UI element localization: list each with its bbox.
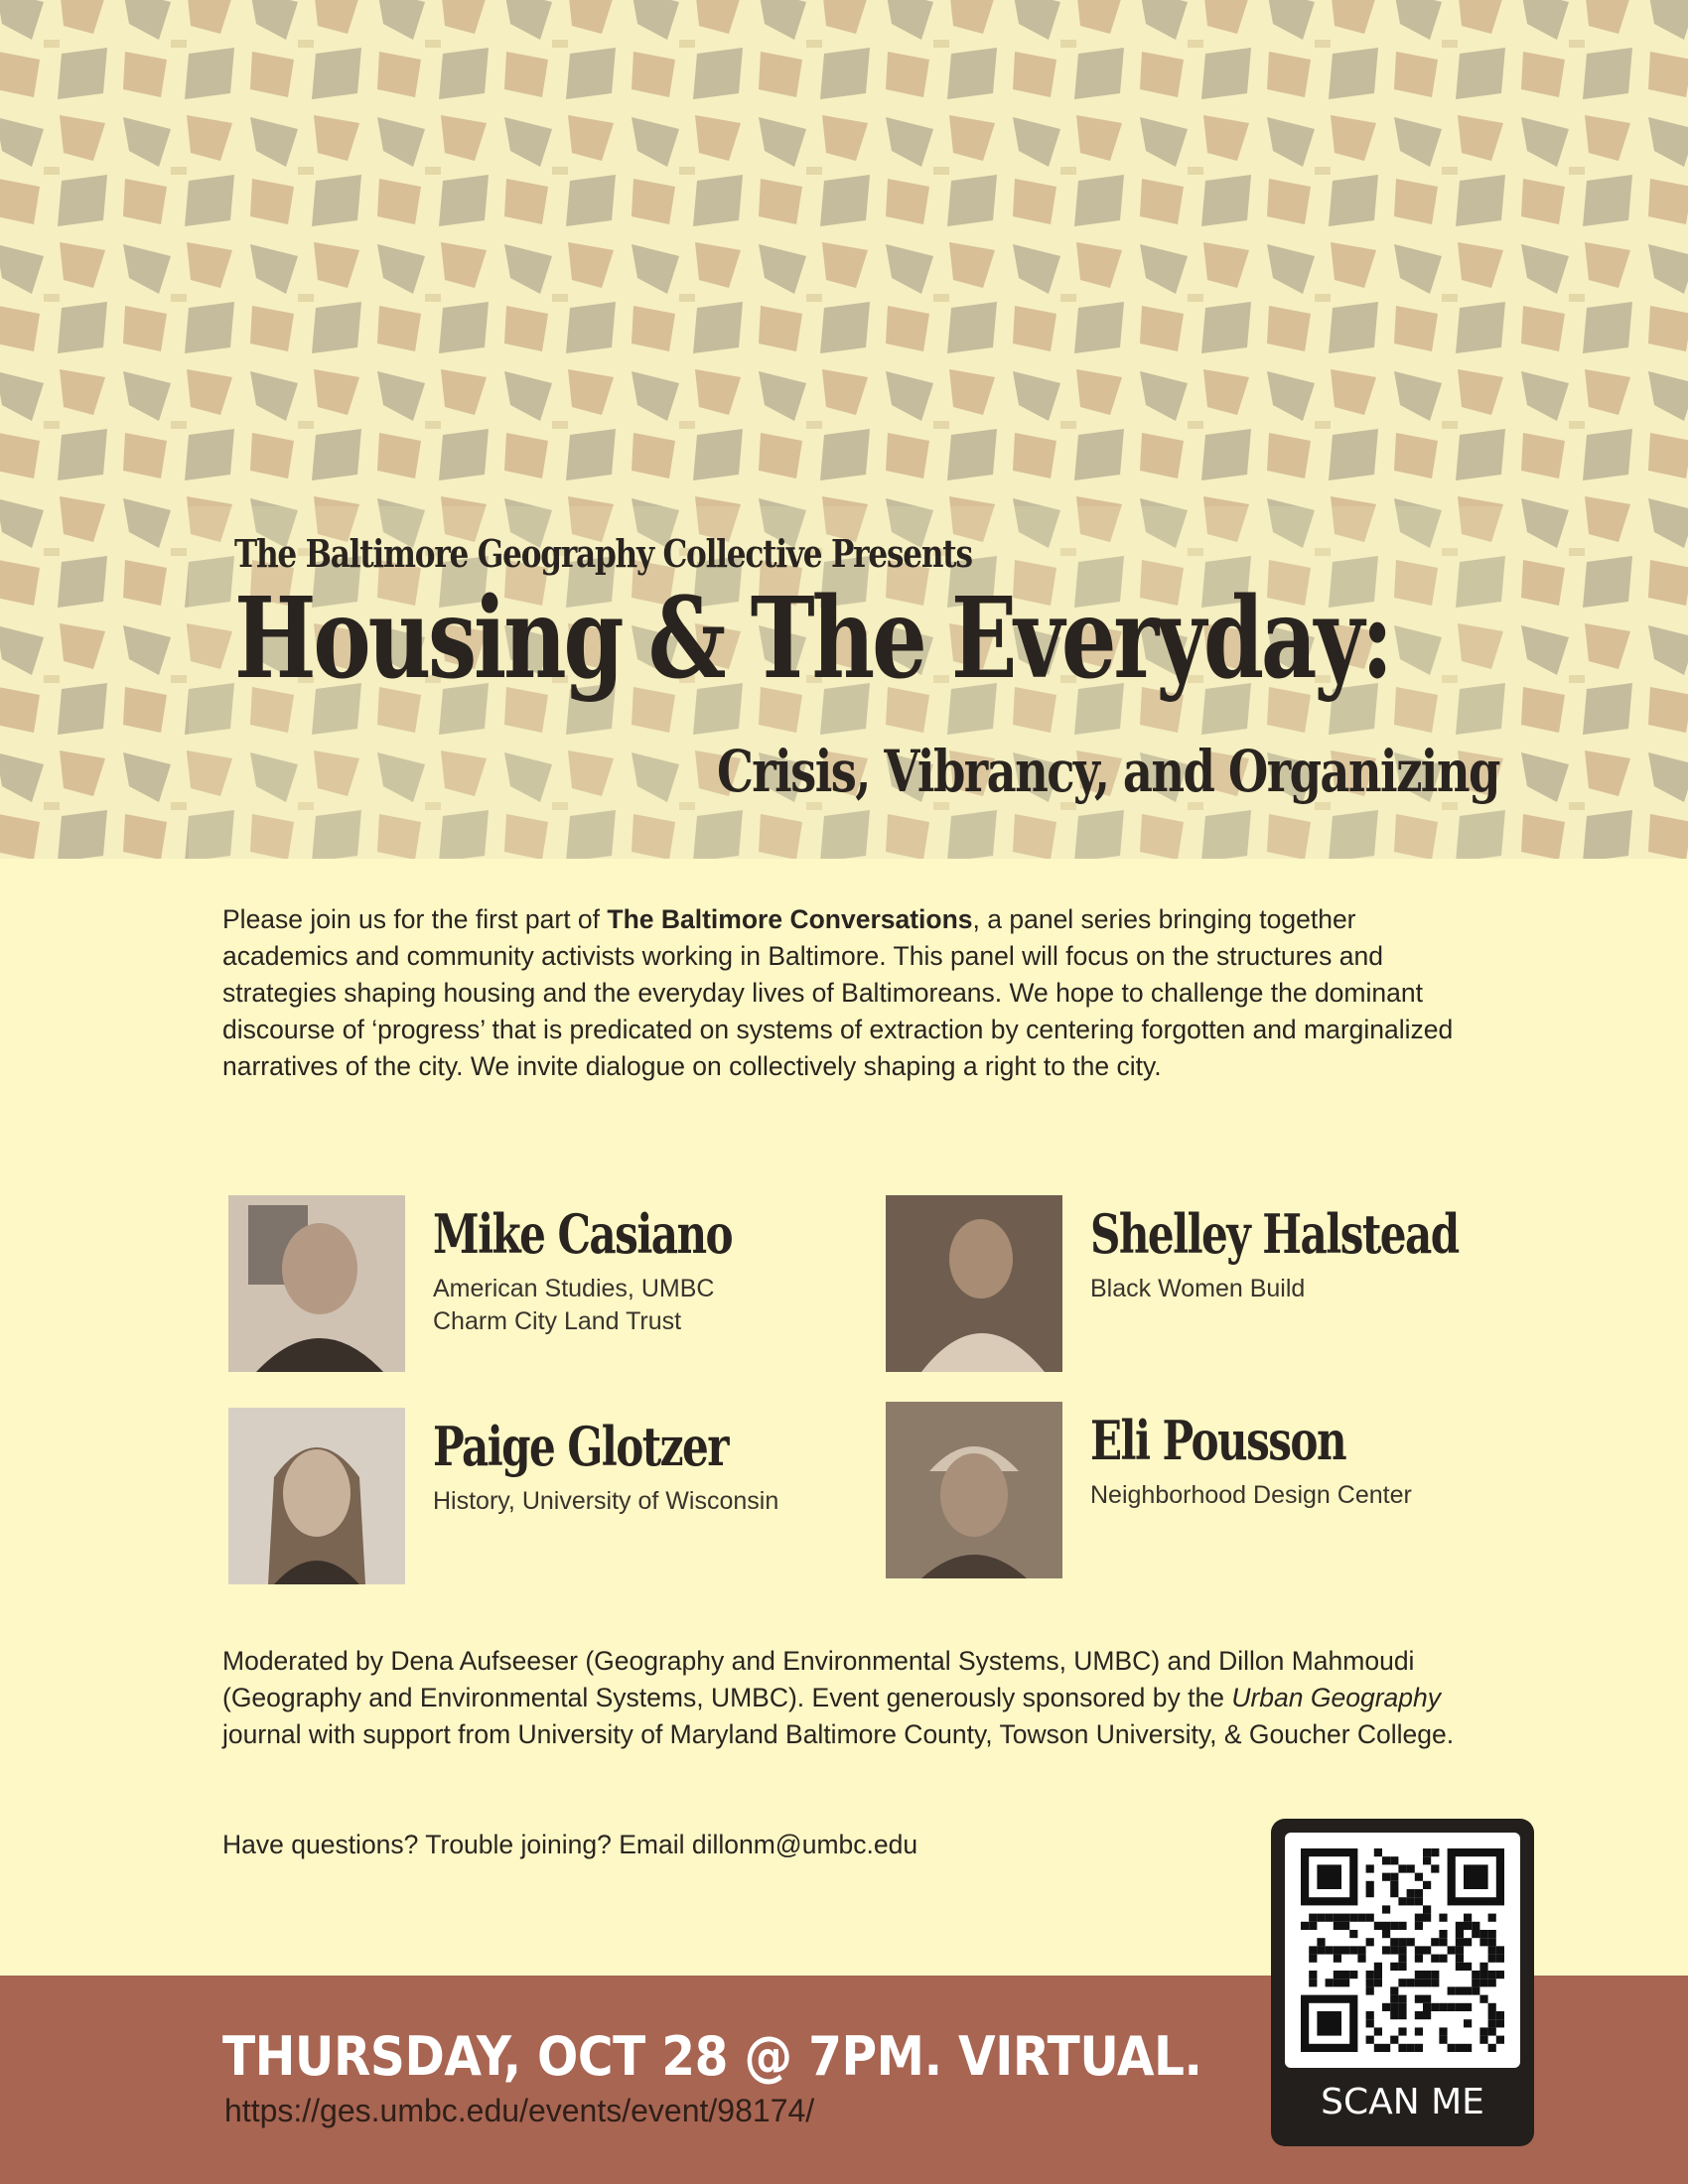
scan-me-label: SCAN ME [1321,2082,1484,2122]
qr-code [1285,1833,1520,2068]
intro-paragraph [222,901,1474,1085]
intro-rest: , a panel series bringing together academics and community activists working in Baltimore. This panel will focus on the structures and strategies shaping housing and the everyday lives of Baltimoreans. We hope to challenge the dominant discourse of ‘progress’ that is predicated on systems of extraction by centering forgotten and marginalized narratives of the city. We invite dialogue on collectively shaping a right to the city. [222,904,1454,1081]
journal-name: Urban Geography [1231,1683,1441,1712]
panelist-card [886,1195,1501,1379]
series-name: The Baltimore Conversations [607,904,973,934]
panelist-photo [228,1195,405,1372]
panelist-affiliation: American Studies, UMBC Charm City Land Trust [433,1275,715,1335]
qr-code-card[interactable] [1271,1819,1534,2146]
intro-lead: Please join us for the first part of [222,904,608,934]
contact-line: Have questions? Trouble joining? Email dillonm@umbc.edu [222,1830,918,1859]
event-subtitle: Crisis, Vibrancy, and Organizing [717,738,1499,805]
panelist-card [886,1402,1501,1585]
portrait-placeholder [228,1408,405,1584]
qr-code-icon [1285,1833,1520,2068]
panelist-name: Paige Glotzer [433,1415,728,1478]
panelist-photo [886,1402,1062,1578]
presenter-line: The Baltimore Geography Collective Presents [234,531,972,576]
panelist-card [228,1195,844,1379]
panelist-card [228,1408,844,1591]
panelist-name: Shelley Halstead [1090,1202,1459,1266]
panelist-affiliation: Neighborhood Design Center [1090,1481,1412,1509]
portrait-placeholder [886,1195,1062,1372]
panelist-affiliation: Black Women Build [1090,1275,1306,1302]
panelist-name: Eli Pousson [1090,1409,1346,1472]
portrait-placeholder [228,1195,405,1372]
panelist-photo [228,1408,405,1584]
portrait-placeholder [886,1402,1062,1578]
event-title: Housing & The Everyday: [234,574,1391,704]
moderators-sponsors-paragraph: Moderated by Dena Aufseeser (Geography and Environmental Systems, UMBC) and Dillon Mahmoudi (Geography and Environmental Systems, UMBC). Event generously sponsored by the Urban Geography journal with support from University of Maryland Baltimore County, Towson University, & Goucher College. [222,1646,1455,1749]
panelist-photo [886,1195,1062,1372]
panelist-affiliation: History, University of Wisconsin [433,1487,779,1515]
event-date: THURSDAY, OCT 28 @ 7PM. VIRTUAL. [222,2025,1202,2088]
panelist-name: Mike Casiano [433,1202,733,1266]
header-banner [0,0,1688,859]
event-url-link[interactable]: https://ges.umbc.edu/events/event/98174/ [224,2093,815,2128]
quilt-pattern-background [0,0,1688,859]
